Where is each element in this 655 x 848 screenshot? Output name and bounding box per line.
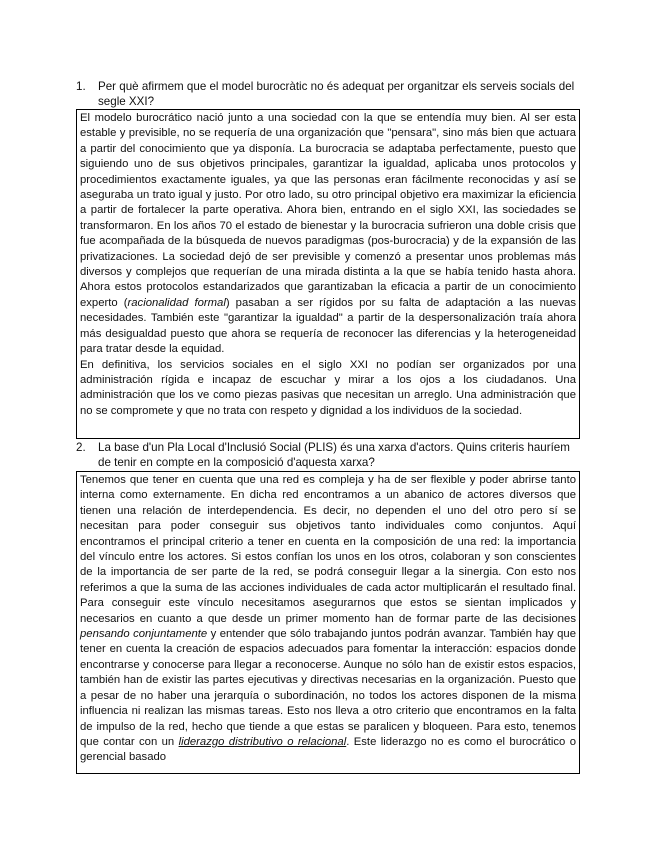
question-number: 1. <box>76 80 86 93</box>
question-text: Per què afirmem que el model burocràtic no és adequat per organitzar els serveis socials del segle XXI? <box>98 80 575 108</box>
question-1 <box>76 79 581 109</box>
answer-emphasis-underlined: liderazgo distributivo o relacional <box>178 735 347 748</box>
answer-box-2 <box>76 471 580 774</box>
answer-text: y entender que sólo trabajando juntos podrán avanzar. También hay que tener en cuenta la creación de espacios adecuados para fomentar la interacción: espacios donde encontrarse y conocerse para llegar a reconocerse. Aunque no sólo han de existir estos espacios, también han de existir las partes ejecutivas y directivas necesarias en la organización. Puesto que a pesar de no haber una jerarquía o subordinación, no todos los actores disponen de la misma influencia ni realizan las mismas tareas. Esto nos lleva a otro criterio que encontramos en la falta de impulso de la red, hecho que tiende a que estas se paralicen y bloqueen. Para esto, tenemos que contar con un <box>80 628 577 748</box>
question-number: 2. <box>76 441 86 454</box>
answer-paragraph <box>80 358 576 420</box>
answer-text: . Este liderazgo no es como el burocrático o gerencial basado <box>80 735 576 764</box>
answer-emphasis: pensando conjuntamente <box>80 628 208 641</box>
answer-emphasis: racionalidad formal <box>127 296 226 309</box>
answer-paragraph <box>80 473 576 766</box>
question-text: La base d'un Pla Local d'Inclusió Social (PLIS) és una xarxa d'actors. Quins criteris hauríem de tenir en compte en la composició d'aquesta xarxa? <box>98 441 570 469</box>
answer-text: Tenemos que tener en cuenta que una red es compleja y ha de ser flexible y poder abrirse tanto interna como externamente. En dicha red encontramos a un abanico de actores diversos que tienen una relación de interdependencia. Es decir, no dependen el uno del otro pero sí se necesitan para poder conseguir sus objetivos tanto individuales como conjuntos. Aquí encontramos el principal criterio a tener en cuenta en la composición de una red: la importancia del vínculo entre los actores. Si estos confían los unos en los otros, colaboran y son conscientes de la importancia de ser parte de la red, se podrá conseguir llegar a la sinergia. Con esto nos referimos a que la suma de las acciones individuales de cada actor multiplicarán el resultado final. Para conseguir este vínculo necesitamos asegurarnos que estos se sientan implicados y necesarios en cuanto a que desde un primer momento han de formar parte de las decisiones <box>80 474 576 625</box>
answer-text: El modelo burocrático nació junto a una sociedad con la que se entendía muy bien. Al ser esta estable y previsible, no se requería de una organización que "pensara", sino más bien que actuara a partir del conocimiento que ya disponía. La burocracia se adaptaba perfectamente, puesto que siguiendo uno de sus objetivos principales, garantizar la igualdad, aplicaba unos protocolos y procedimientos exactamente iguales, ya que las personas eran fácilmente reconocidas y así se aseguraba un trato igual y justo. Por otro lado, su otro principal objetivo era maximizar la eficiencia a partir de fortalecer la parte operativa. Ahora bien, entrando en el siglo XXI, las sociedades se transformaron. En los años 70 el estado de bienestar y la burocracia sufrieron una doble crisis que fue acompañada de la búsqueda de nuevos paradigmas (pos-burocracia) y de la expansión de las privatizaciones. La sociedad dejó de ser previsible y comenzó a presentar unos problemas más diversos y complejos que requerían de una mirada distinta a la que se había tenido hasta ahora. Ahora estos protocolos estandarizados que garantizaban la eficacia a partir de un conocimiento experto ( <box>80 112 576 309</box>
answer-paragraph <box>80 111 576 358</box>
answer-box-1 <box>76 109 580 439</box>
answer-text: ) pasaban a ser rígidos por su falta de adaptación a las nuevas necesidades. También este "garantizar la igualdad" a partir de la despersonalización traía ahora más desigualdad puesto que ahora se requería de reconocer las diferencias y la heterogeneidad para tratar desde la equidad. <box>80 296 576 356</box>
answer-text: En definitiva, los servicios sociales en el siglo XXI no podían ser organizados por una administración rígida e incapaz de escuchar y mirar a los ojos a los ciudadanos. Una administración que los ve como piezas pasivas que necesitan un arreglo. Una administración que no se compromete y que no trata con respeto y dignidad a los individuos de la sociedad. <box>80 358 576 417</box>
question-2 <box>76 440 581 470</box>
